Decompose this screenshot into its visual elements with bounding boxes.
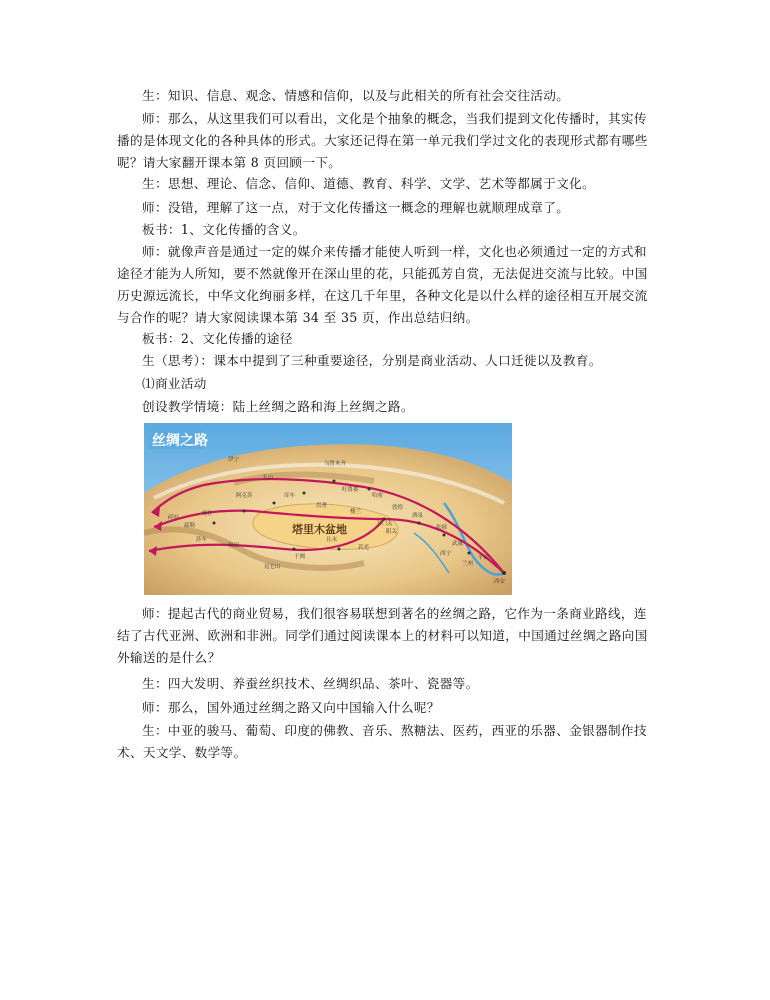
svg-text:疏勒: 疏勒 <box>184 523 196 529</box>
svg-text:昆仑山: 昆仑山 <box>264 564 281 570</box>
paragraph-7: 板书：2、文化传播的途径 <box>142 331 293 346</box>
svg-text:莎车: 莎车 <box>196 537 208 543</box>
svg-text:喀什: 喀什 <box>202 511 214 517</box>
svg-text:张掖: 张掖 <box>436 525 448 531</box>
svg-text:敦煌: 敦煌 <box>392 505 404 511</box>
svg-text:天山: 天山 <box>262 475 274 481</box>
svg-text:阳关: 阳关 <box>386 529 398 535</box>
svg-text:和田: 和田 <box>228 543 240 549</box>
svg-text:楼兰: 楼兰 <box>350 509 362 515</box>
svg-text:吐鲁番: 吐鲁番 <box>342 487 359 493</box>
silk-road-map <box>144 423 512 595</box>
svg-text:乌鲁木齐: 乌鲁木齐 <box>324 461 347 467</box>
svg-text:平凉: 平凉 <box>478 555 490 561</box>
svg-text:于阗: 于阗 <box>294 554 306 560</box>
paragraph-9: ⑴商业活动 <box>142 376 207 391</box>
paragraph-13: 师：那么，国外通过丝绸之路又向中国输入什么呢？ <box>142 700 440 715</box>
svg-text:玉门关: 玉门关 <box>376 521 393 527</box>
paragraph-4: 师：没错，理解了这一点，对于文化传播这一概念的理解也就顺理成章了。 <box>142 200 570 215</box>
svg-text:哈密: 哈密 <box>372 493 384 499</box>
svg-text:若羌: 若羌 <box>358 545 370 551</box>
paragraph-2: 师：那么，从这里我们可以看出，文化是个抽象的概念，当我们提到文化传播时，其实传播的是体现文化的各种具体的形式。大家还记得在第一单元我们学过文化的表现形式都有哪些呢？请大家翻开课本第 8 页回顾一下。 <box>117 111 648 170</box>
silk-road-map-graphic <box>144 423 512 595</box>
paragraph-12: 生：四大发明、养蚕丝织技术、丝绸织品、茶叶、瓷器等。 <box>142 676 479 691</box>
svg-text:焉耆: 焉耆 <box>316 503 328 509</box>
svg-text:伊宁: 伊宁 <box>228 457 240 463</box>
paragraph-14: 生：中亚的骏马、葡萄、印度的佛教、音乐、熬糖法、医药，西亚的乐器、金银器制作技术、天文学、数学等。 <box>117 723 647 760</box>
svg-text:阿克苏: 阿克苏 <box>236 493 253 499</box>
svg-text:西宁: 西宁 <box>440 551 452 557</box>
paragraph-3: 生：思想、理论、信念、信仰、道德、教育、科学、文学、艺术等都属于文化。 <box>142 176 596 191</box>
paragraph-8: 生（思考）：课本中提到了三种重要途径，分别是商业活动、人口迁徙以及教育。 <box>142 353 602 368</box>
map-title: 丝绸之路 <box>152 433 208 449</box>
paragraph-1: 生：知识、信息、观念、情感和信仰，以及与此相关的所有社会交往活动。 <box>142 88 570 103</box>
paragraph-11: 师：提起古代的商业贸易，我们很容易联想到著名的丝绸之路，它作为一条商业路线，连结了古代亚洲、欧洲和非洲。同学们通过阅读课本上的材料可以知道，中国通过丝绸之路向国外输送的是什么？ <box>117 606 648 665</box>
svg-text:武威: 武威 <box>452 541 464 547</box>
svg-text:酒泉: 酒泉 <box>412 513 424 519</box>
svg-text:且末: 且末 <box>326 537 338 543</box>
paragraph-10: 创设教学情境：陆上丝绸之路和海上丝绸之路。 <box>142 399 414 414</box>
tarim-basin-label: 塔里木盆地 <box>292 523 347 536</box>
svg-text:西安: 西安 <box>494 579 506 585</box>
svg-text:兰州: 兰州 <box>462 561 474 567</box>
paragraph-6: 师：就像声音是通过一定的媒介来传播才能使人听到一样，文化也必须通过一定的方式和途径才能为人所知，要不然就像开在深山里的花，只能孤芳自赏，无法促进交流与比较。中国历史源远流长，中华文化绚丽多样，在这几千年里，各种文化是以什么样的途径相互开展交流与合作的呢？请大家阅读课本第 34 至 35 页，作出总结归纳。 <box>117 244 648 325</box>
paragraph-5: 板书：1、文化传播的含义。 <box>142 222 306 237</box>
svg-text:碎叶: 碎叶 <box>168 515 180 521</box>
svg-text:库车: 库车 <box>284 493 296 499</box>
